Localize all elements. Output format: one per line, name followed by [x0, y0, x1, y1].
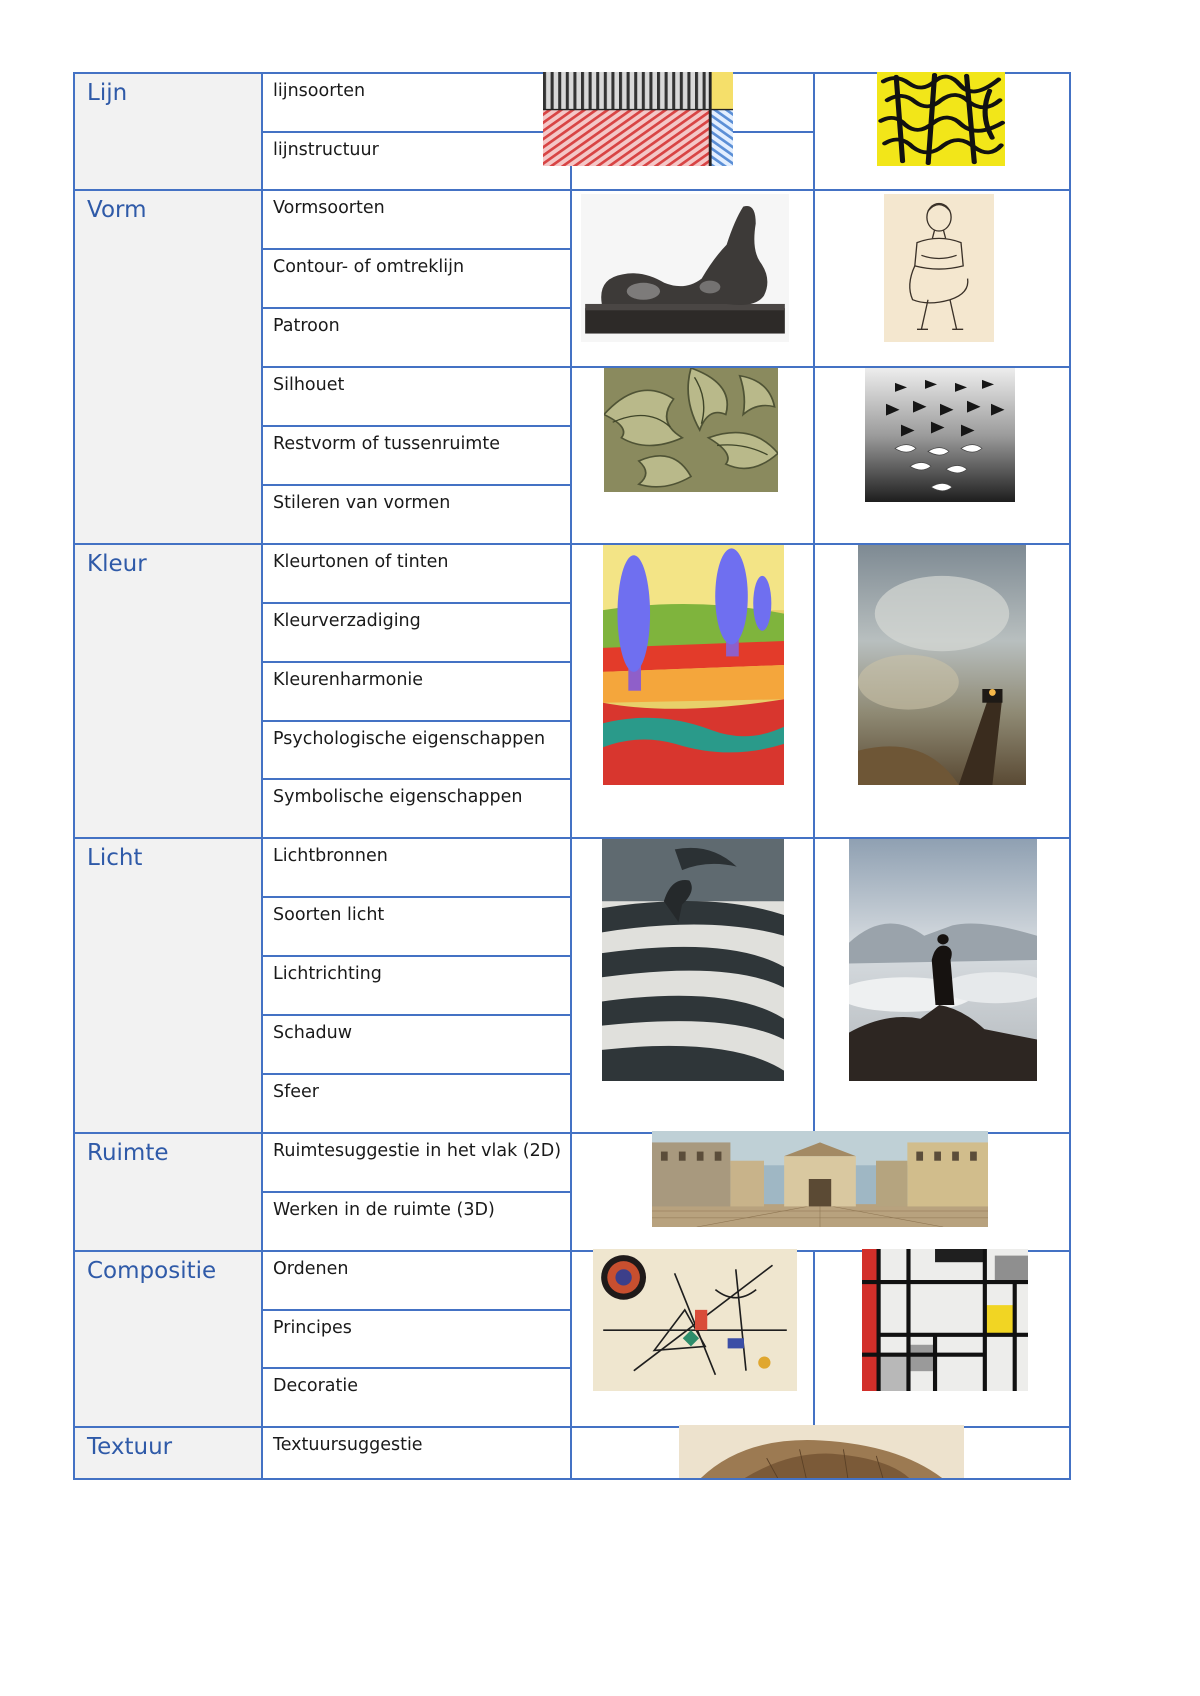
subtopic-label: Principes — [273, 1318, 352, 1338]
subtopic-label: Psychologische eigenschappen — [273, 729, 546, 749]
subtopic-cell — [261, 955, 572, 1016]
subtopic-cell — [261, 661, 572, 722]
subtopic-label: Vormsoorten — [273, 198, 385, 218]
category-label: Compositie — [87, 1258, 217, 1284]
subtopic-label: Lichtrichting — [273, 964, 382, 984]
subtopic-cell — [261, 1132, 572, 1193]
category-label: Textuur — [87, 1434, 173, 1460]
hare-drawing-image — [679, 1425, 964, 1478]
category-label: Kleur — [87, 551, 147, 577]
category-label: Licht — [87, 845, 143, 871]
subtopic-cell — [261, 131, 572, 191]
subtopic-cell — [261, 1309, 572, 1369]
category-cell-vorm — [73, 189, 263, 545]
subtopic-label: Sfeer — [273, 1082, 319, 1102]
subtopic-cell — [261, 248, 572, 309]
subtopic-label: lijnsoorten — [273, 81, 366, 101]
subtopic-label: Contour- of omtreklijn — [273, 257, 465, 277]
ideal-city-panorama-image — [652, 1131, 988, 1227]
subtopic-cell — [261, 1367, 572, 1428]
subtopic-cell — [261, 1073, 572, 1134]
category-cell-textuur — [73, 1426, 263, 1480]
subtopic-label: Soorten licht — [273, 905, 385, 925]
subtopic-label: lijnstructuur — [273, 140, 379, 160]
subtopic-cell — [261, 896, 572, 957]
subtopic-cell — [261, 602, 572, 663]
category-label: Lijn — [87, 80, 128, 106]
wanderer-above-fog-image — [849, 839, 1037, 1081]
category-label: Ruimte — [87, 1140, 169, 1166]
expressionist-landscape-image — [603, 545, 784, 785]
contour-line-drawing-image — [884, 194, 994, 342]
subtopic-cell — [261, 1014, 572, 1075]
subtopic-label: Werken in de ruimte (3D) — [273, 1200, 495, 1220]
subtopic-cell — [261, 366, 572, 427]
subtopic-label: Kleurtonen of tinten — [273, 552, 449, 572]
mondrian-composition-image — [862, 1249, 1028, 1391]
subtopic-label: Textuursuggestie — [273, 1435, 423, 1455]
subtopic-label: Kleurenharmonie — [273, 670, 424, 690]
subtopic-label: Silhouet — [273, 375, 345, 395]
category-cell-compositie — [73, 1250, 263, 1428]
category-cell-lijn — [73, 72, 263, 191]
subtopic-label: Ruimtesuggestie in het vlak (2D) — [273, 1141, 562, 1161]
subtopic-cell — [261, 1426, 572, 1480]
subtopic-cell — [261, 720, 572, 780]
spiral-staircase-painting-image — [602, 839, 784, 1081]
birds-fish-tessellation-image — [865, 368, 1015, 502]
reclining-figure-sculpture-image — [581, 194, 789, 342]
subtopic-label: Stileren van vormen — [273, 493, 451, 513]
subtopic-cell — [261, 1191, 572, 1252]
subtopic-label: Patroon — [273, 316, 340, 336]
category-cell-licht — [73, 837, 263, 1134]
subtopic-cell — [261, 72, 572, 133]
striped-line-artwork-image — [543, 72, 733, 166]
subtopic-cell — [261, 484, 572, 545]
subtopic-cell — [261, 1250, 572, 1311]
acanthus-leaf-pattern-image — [604, 368, 778, 492]
subtopic-label: Decoratie — [273, 1376, 358, 1396]
subtopic-label: Schaduw — [273, 1023, 353, 1043]
subtopic-cell — [261, 189, 572, 250]
subtopic-label: Ordenen — [273, 1259, 349, 1279]
steam-train-painting-image — [858, 545, 1026, 785]
subtopic-cell — [261, 307, 572, 368]
subtopic-label: Symbolische eigenschappen — [273, 787, 523, 807]
category-cell-ruimte — [73, 1132, 263, 1252]
subtopic-cell — [261, 425, 572, 486]
subtopic-label: Lichtbronnen — [273, 846, 388, 866]
subtopic-cell — [261, 778, 572, 839]
kandinsky-composition-image — [593, 1249, 797, 1391]
subtopic-cell — [261, 837, 572, 898]
subtopic-cell — [261, 543, 572, 604]
keith-haring-pattern-image — [877, 72, 1005, 166]
subtopic-label: Restvorm of tussenruimte — [273, 434, 500, 454]
subtopic-label: Kleurverzadiging — [273, 611, 421, 631]
category-label: Vorm — [87, 197, 147, 223]
category-cell-kleur — [73, 543, 263, 839]
